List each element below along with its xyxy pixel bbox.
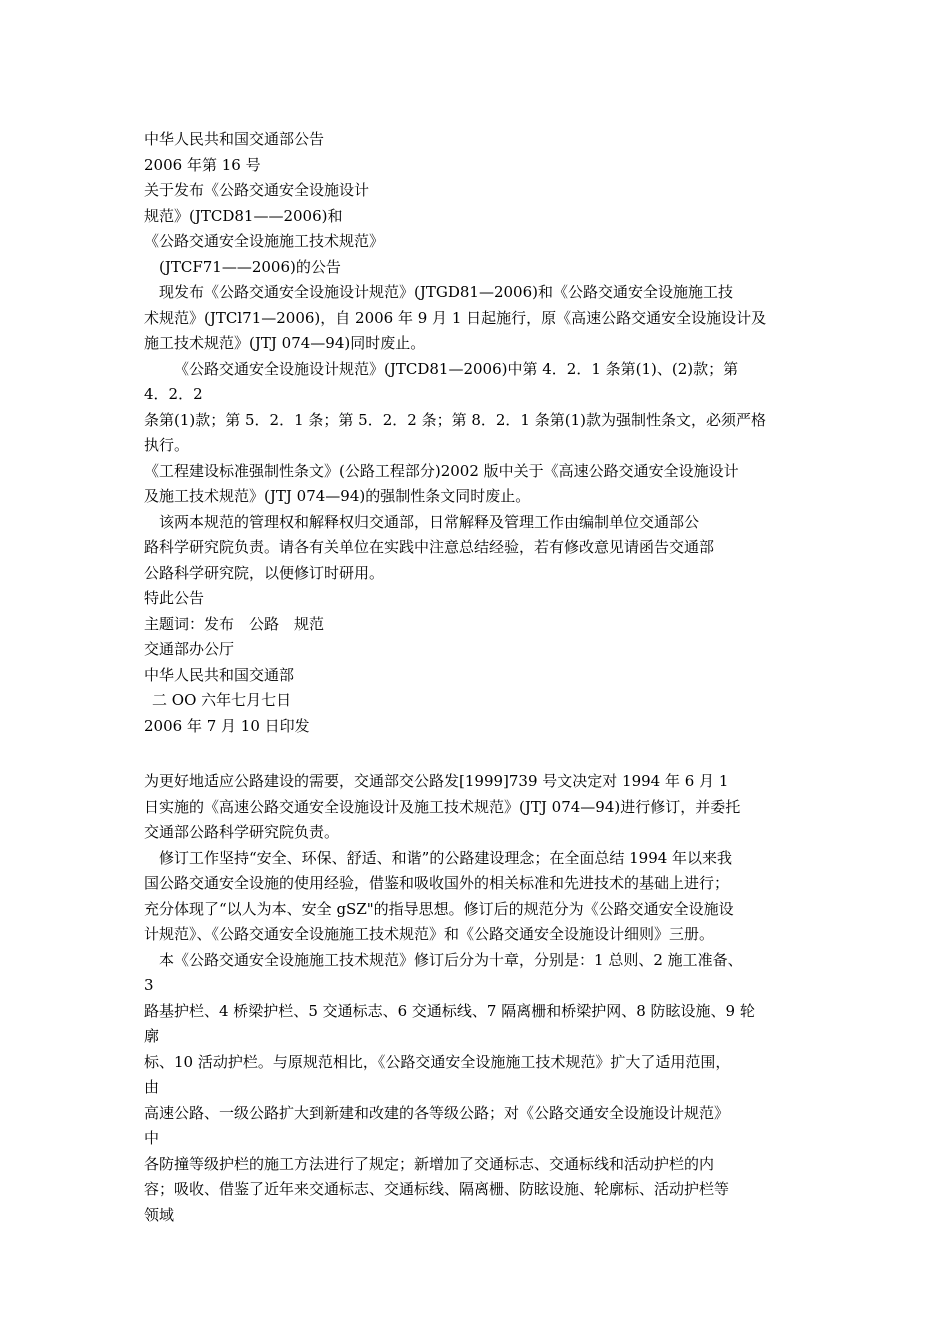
print-date: 2006 年 7 月 10 日印发 — [144, 716, 310, 735]
paragraph-line: 及施工技术规范》(JTJ 074—94)的强制性条文同时废止。 — [144, 487, 531, 505]
paragraph-line: 该两本规范的管理权和解释权归交通部，日常解释及管理工作由编制单位交通部公 — [159, 512, 700, 531]
paragraph-line: 《公路交通安全设施设计规范》(JTCD81—2006)中第 4．2．1 条第(1)、(2)款；第 — [174, 359, 739, 378]
announcement-title-line: 关于发布《公路交通安全设施设计 — [144, 181, 370, 199]
paragraph-line: 路基护栏、4 桥梁护栏、5 交通标志、6 交通标线、7 隔离栅和桥梁护网、8 防眩设施、9 轮 — [144, 1001, 755, 1020]
paragraph-line: 日实施的《高速公路交通安全设施设计及施工技术规范》(JTJ 074—94)进行修订，并委托 — [144, 797, 741, 816]
paragraph-line: 高速公路、一级公路扩大到新建和改建的各等级公路；对《公路交通安全设施设计规范》 — [144, 1103, 730, 1122]
paragraph-line: 本《公路交通安全设施施工技术规范》修订后分为十章，分别是：1 总则、2 施工准备、 — [159, 950, 743, 969]
paragraph-line: 路科学研究院负责。请各有关单位在实践中注意总结经验，若有修改意见请函告交通部 — [144, 538, 715, 556]
paragraph-line: 修订工作坚持“安全、环保、舒适、和谐”的公路建设理念；在全面总结 1994 年以来我 — [159, 848, 733, 867]
paragraph-line: 3 — [144, 976, 154, 994]
issuing-office: 交通部办公厅 — [144, 640, 235, 658]
paragraph-line: 术规范》(JTCl71—2006)，自 2006 年 9 月 1 日起施行，原《高速公路交通安全设施设计及 — [144, 308, 767, 327]
announcement-number: 2006 年第 16 号 — [144, 155, 261, 174]
issue-date: 二 OO 六年七月七日 — [152, 691, 292, 709]
paragraph-line: 4．2．2 — [144, 385, 203, 403]
announcement-title-line: 规范》(JTCD81——2006)和 — [144, 206, 343, 225]
subject-keywords: 主题词：发布 公路 规范 — [144, 614, 325, 633]
paragraph-line: 由 — [144, 1078, 160, 1096]
paragraph-line: 中 — [144, 1129, 160, 1147]
paragraph-line: 为更好地适应公路建设的需要，交通部交公路发[1999]739 号文决定对 1994 年 6 月 1 — [144, 772, 729, 790]
paragraph-line: 施工技术规范》(JTJ 074—94)同时废止。 — [144, 334, 426, 352]
paragraph-line: 国公路交通安全设施的使用经验，借鉴和吸收国外的相关标准和先进技术的基础上进行； — [144, 874, 730, 892]
paragraph-line: 公路科学研究院，以便修订时研用。 — [144, 563, 385, 582]
paragraph-line: 充分体现了“以人为本、安全 gSZ"的指导思想。修订后的规范分为《公路交通安全设施设 — [144, 899, 734, 918]
announcement-title-line: 《公路交通安全设施施工技术规范》 — [144, 232, 385, 250]
issuer-heading: 中华人民共和国交通部公告 — [144, 130, 325, 148]
paragraph-line: 领域 — [144, 1205, 175, 1224]
paragraph-line: 交通部公路科学研究院负责。 — [144, 823, 340, 841]
paragraph-line: 《工程建设标准强制性条文》(公路工程部分)2002 版中关于《高速公路交通安全设施设计 — [144, 461, 739, 480]
issuing-ministry: 中华人民共和国交通部 — [144, 665, 295, 684]
announcement-section — [144, 127, 834, 739]
paragraph-line: 各防撞等级护栏的施工方法进行了规定；新增加了交通标志、交通标线和活动护栏的内 — [144, 1154, 715, 1173]
closing-phrase: 特此公告 — [144, 589, 205, 607]
paragraph-line: 执行。 — [144, 436, 190, 454]
paragraph-line: 容；吸收、借鉴了近年来交通标志、交通标线、隔离栅、防眩设施、轮廓标、活动护栏等 — [144, 1180, 730, 1198]
preface-section — [144, 769, 834, 1228]
paragraph-line: 廓 — [144, 1027, 160, 1045]
paragraph-line: 条第(1)款；第 5．2．1 条；第 5．2．2 条；第 8．2．1 条第(1)款为强制性条文，必须严格 — [144, 410, 766, 429]
paragraph-line: 计规范》、《公路交通安全设施施工技术规范》和《公路交通安全设施设计细则》三册。 — [144, 925, 715, 943]
paragraph-line: 现发布《公路交通安全设施设计规范》(JTGD81—2006)和《公路交通安全设施施工技 — [159, 283, 733, 301]
announcement-title-line: (JTCF71——2006)的公告 — [159, 257, 341, 276]
paragraph-line: 标、10 活动护栏。与原规范相比，《公路交通安全设施施工技术规范》扩大了适用范围， — [144, 1052, 731, 1071]
